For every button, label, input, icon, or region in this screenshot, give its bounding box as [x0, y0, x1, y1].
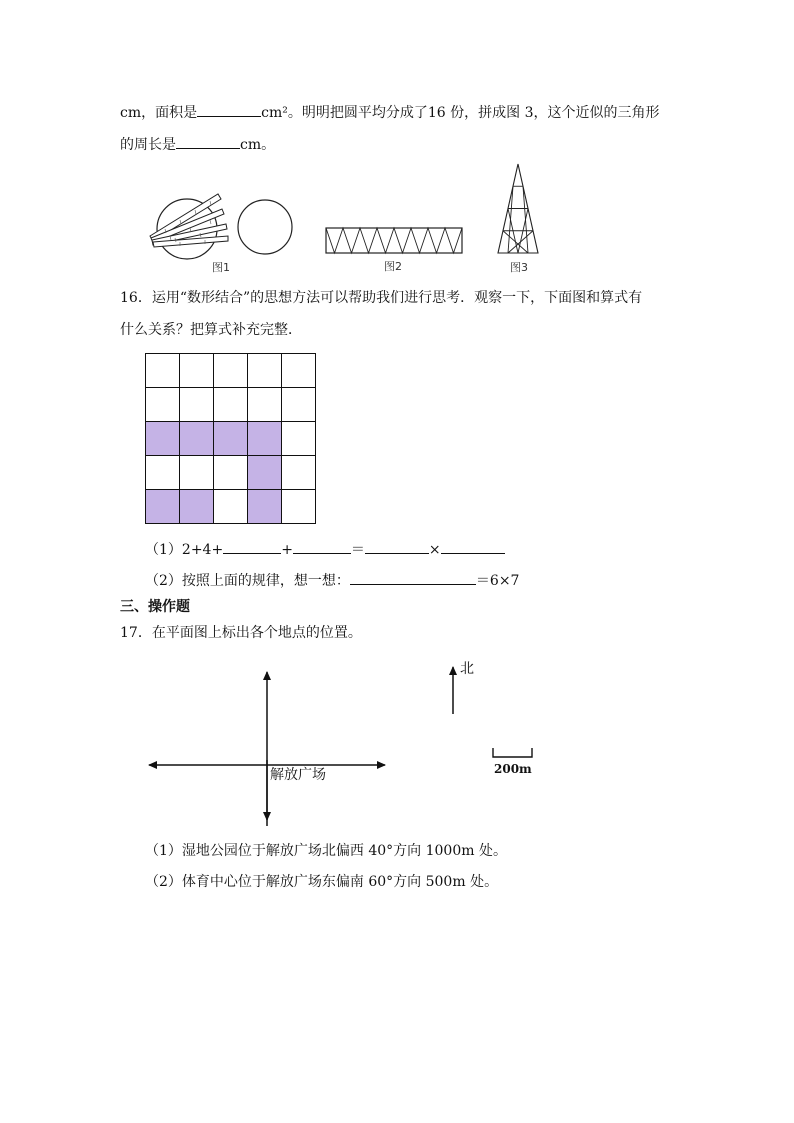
q16-line-1: 16．运用“数形结合”的思想方法可以帮助我们进行思考．观察一下，下面图和算式有 [120, 290, 643, 306]
north-label: 北 [460, 661, 474, 677]
q15-text: 的周长是 [120, 137, 176, 153]
q15-text: cm²。明明把圆平均分成了16 份，拼成图 3，这个近似的三角形 [261, 105, 660, 121]
scale-label: 200m [494, 762, 532, 776]
sub2-text: ＝6×7 [475, 573, 520, 589]
section-title: 三、操作题 [120, 599, 190, 615]
figure-3-label: 图3 [510, 261, 528, 274]
center-label: 解放广场 [270, 767, 326, 783]
times-sign: × [428, 542, 441, 558]
scale-bar [493, 748, 532, 757]
axes [149, 672, 385, 826]
sub2-text: （2）按照上面的规律，想一想： [145, 573, 350, 589]
q15-text: cm，面积是 [120, 105, 198, 121]
q16-line-2: 什么关系？把算式补充完整． [120, 322, 302, 338]
q15-text: cm。 [240, 137, 276, 153]
equals-sign: ＝ [350, 542, 365, 558]
figure-1-label: 图1 [212, 261, 230, 274]
figure-2-label: 图2 [384, 260, 402, 273]
sub1-text: （1）2+4+ [145, 542, 224, 558]
plus-sign: + [281, 542, 293, 558]
q17-sub-1: （1）湿地公园位于解放广场北偏西 40°方向 1000m 处。 [145, 843, 507, 859]
q17-line-1: 17．在平面图上标出各个地点的位置。 [120, 625, 362, 641]
q17-sub-2: （2）体育中心位于解放广场东偏南 60°方向 500m 处。 [145, 874, 499, 890]
